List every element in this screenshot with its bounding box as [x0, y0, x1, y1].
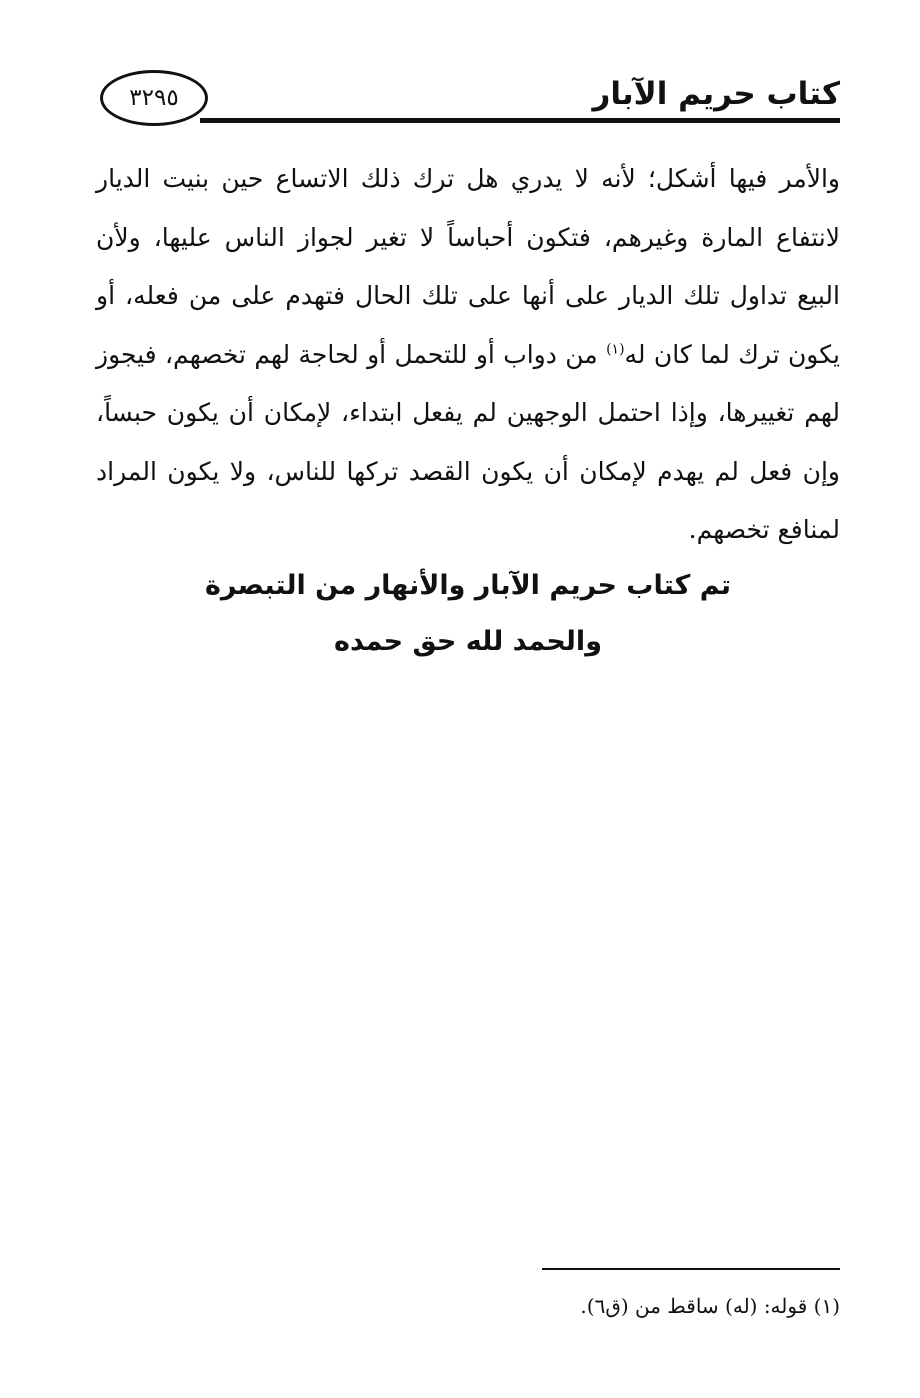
body-text — [96, 150, 840, 560]
page-number: ٣٢٩٥ — [129, 85, 179, 111]
body-line-4-start: يكون ترك لما كان له — [624, 339, 840, 369]
page-number-oval — [100, 70, 208, 126]
body-line-5: لهم تغييرها، وإذا احتمل الوجهين لم يفعل ابتداء، لإمكان أن يكون حبساً، — [96, 398, 840, 427]
body-line-6: وإن فعل لم يهدم لإمكان أن يكون القصد تركها للناس، ولا يكون المراد — [96, 456, 840, 486]
closing-line-1: تم كتاب حريم الآبار والأنهار من التبصرة — [204, 570, 732, 601]
body-line-2: لانتفاع المارة وغيرهم، فتكون أحباساً لا تغير لجواز الناس عليها، ولأن — [96, 222, 840, 252]
body-line-4-rest: من دواب أو للتحمل أو لحاجة لهم تخصهم، فيجوز — [96, 339, 598, 369]
body-line-7: لمنافع تخصهم. — [688, 515, 840, 544]
body-line-4 — [96, 326, 840, 385]
header-rule — [200, 118, 840, 123]
footnote-1: (١) قوله: (له) ساقط من (ق٦). — [580, 1294, 840, 1318]
running-title: كتاب حريم الآبار — [592, 76, 840, 112]
closing-line-2: والحمد لله حق حمده — [334, 626, 602, 657]
footnote-separator — [542, 1268, 840, 1270]
body-line-3: البيع تداول تلك الديار على أنها على تلك الحال فتهدم على من فعله، أو — [96, 281, 840, 310]
closing-colophon — [96, 558, 840, 670]
page-header — [96, 66, 840, 130]
footnote-reference[interactable]: (١) — [606, 341, 625, 358]
body-line-1: والأمر فيها أشكل؛ لأنه لا يدري هل ترك ذلك الاتساع حين بنيت الديار — [96, 164, 840, 193]
